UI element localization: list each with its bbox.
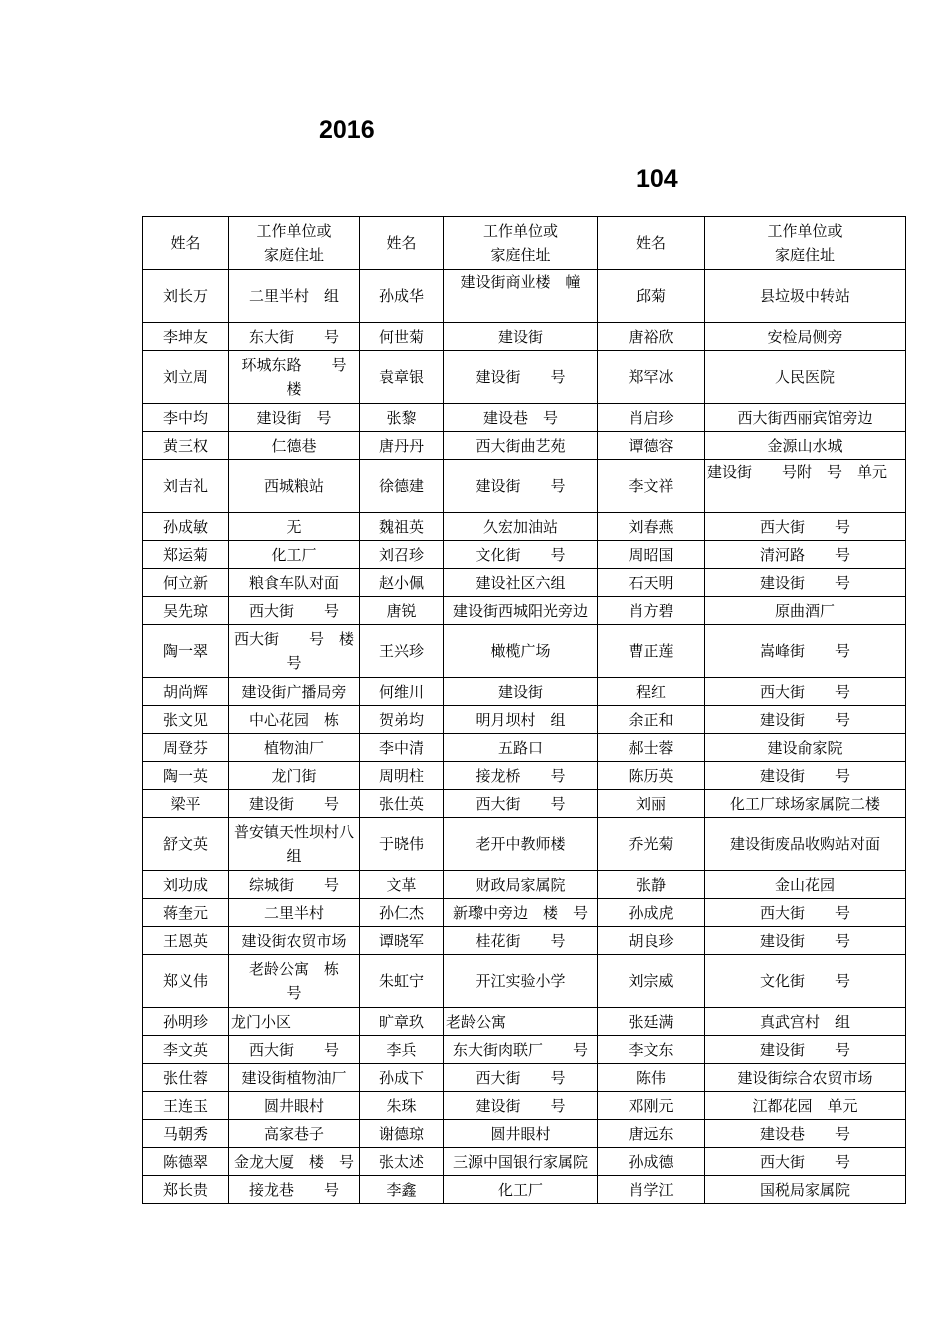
cell-address-2: 建设街西城阳光旁边 <box>444 597 598 625</box>
cell-name-1: 李文英 <box>143 1036 229 1064</box>
cell-name-2: 孙成下 <box>360 1064 444 1092</box>
cell-name-1: 刘立周 <box>143 351 229 404</box>
cell-address-2: 西大街 号 <box>444 790 598 818</box>
cell-address-3: 建设街废品收购站对面 <box>705 818 906 871</box>
cell-address-3: 金源山水城 <box>705 432 906 460</box>
cell-name-2: 于晓伟 <box>360 818 444 871</box>
cell-address-3: 文化街 号 <box>705 955 906 1008</box>
cell-address-2: 东大街肉联厂 号 <box>444 1036 598 1064</box>
table-row <box>143 1176 906 1204</box>
cell-address-2: 化工厂 <box>444 1176 598 1204</box>
cell-name-1: 孙成敏 <box>143 513 229 541</box>
cell-address-3: 建设俞家院 <box>705 734 906 762</box>
cell-name-3: 余正和 <box>598 706 705 734</box>
cell-address-2: 接龙桥 号 <box>444 762 598 790</box>
cell-name-3: 郝士蓉 <box>598 734 705 762</box>
cell-address-1: 高家巷子 <box>229 1120 360 1148</box>
cell-address-2: 三源中国银行家属院 <box>444 1148 598 1176</box>
cell-address-2: 新瓈中旁边 楼 号 <box>444 899 598 927</box>
table-row <box>143 541 906 569</box>
cell-address-3: 建设街综合农贸市场 <box>705 1064 906 1092</box>
header-address-3: 工作单位或 家庭住址 <box>705 217 906 270</box>
cell-name-2: 朱珠 <box>360 1092 444 1120</box>
cell-name-2: 李兵 <box>360 1036 444 1064</box>
cell-address-3: 原曲酒厂 <box>705 597 906 625</box>
cell-name-1: 张文见 <box>143 706 229 734</box>
cell-address-2: 建设街 号 <box>444 460 598 513</box>
table-row <box>143 1064 906 1092</box>
cell-address-2: 老龄公寓 <box>444 1008 598 1036</box>
cell-name-1: 胡尚辉 <box>143 678 229 706</box>
cell-name-3: 邱菊 <box>598 270 705 323</box>
table-row <box>143 734 906 762</box>
table-row <box>143 1148 906 1176</box>
table-row <box>143 270 906 323</box>
cell-name-2: 孙成华 <box>360 270 444 323</box>
table-row <box>143 790 906 818</box>
cell-name-2: 孙仁杰 <box>360 899 444 927</box>
cell-name-2: 谢德琼 <box>360 1120 444 1148</box>
cell-name-1: 陈德翠 <box>143 1148 229 1176</box>
table-row <box>143 1120 906 1148</box>
cell-name-2: 唐丹丹 <box>360 432 444 460</box>
cell-name-3: 刘春燕 <box>598 513 705 541</box>
cell-address-2: 老开中教师楼 <box>444 818 598 871</box>
cell-name-3: 唐远东 <box>598 1120 705 1148</box>
table-row <box>143 323 906 351</box>
cell-name-3: 陈伟 <box>598 1064 705 1092</box>
table-row <box>143 1036 906 1064</box>
cell-name-2: 朱虹宁 <box>360 955 444 1008</box>
header-name-1: 姓名 <box>143 217 229 270</box>
cell-address-1: 建设街植物油厂 <box>229 1064 360 1092</box>
cell-name-1: 孙明珍 <box>143 1008 229 1036</box>
table-row <box>143 432 906 460</box>
cell-name-2: 魏祖英 <box>360 513 444 541</box>
cell-address-1: 龙门小区 <box>229 1008 360 1036</box>
cell-name-2: 谭晓军 <box>360 927 444 955</box>
cell-name-2: 徐德建 <box>360 460 444 513</box>
cell-address-3: 安检局侧旁 <box>705 323 906 351</box>
cell-name-1: 刘功成 <box>143 871 229 899</box>
table-row <box>143 404 906 432</box>
cell-name-3: 肖方碧 <box>598 597 705 625</box>
cell-address-2: 西大街 号 <box>444 1064 598 1092</box>
cell-name-2: 周明柱 <box>360 762 444 790</box>
cell-name-1: 蒋奎元 <box>143 899 229 927</box>
cell-address-1: 建设街 号 <box>229 790 360 818</box>
cell-name-3: 胡良珍 <box>598 927 705 955</box>
cell-address-1: 无 <box>229 513 360 541</box>
cell-name-1: 王连玉 <box>143 1092 229 1120</box>
cell-address-2: 西大街曲艺苑 <box>444 432 598 460</box>
cell-name-2: 唐锐 <box>360 597 444 625</box>
cell-address-2: 文化街 号 <box>444 541 598 569</box>
table-row <box>143 762 906 790</box>
cell-name-3: 李文祥 <box>598 460 705 513</box>
cell-address-3: 建设巷 号 <box>705 1120 906 1148</box>
cell-name-1: 舒文英 <box>143 818 229 871</box>
cell-name-1: 刘长万 <box>143 270 229 323</box>
cell-address-3: 西大街 号 <box>705 513 906 541</box>
cell-name-1: 郑长贵 <box>143 1176 229 1204</box>
cell-name-2: 张太述 <box>360 1148 444 1176</box>
cell-name-2: 何维川 <box>360 678 444 706</box>
cell-name-2: 李中清 <box>360 734 444 762</box>
cell-address-2: 建设街 号 <box>444 351 598 404</box>
cell-name-3: 张廷满 <box>598 1008 705 1036</box>
header-row <box>143 217 906 270</box>
cell-address-1: 环城东路 号 楼 <box>229 351 360 404</box>
table-row <box>143 678 906 706</box>
cell-name-1: 何立新 <box>143 569 229 597</box>
cell-name-3: 孙成虎 <box>598 899 705 927</box>
table-row <box>143 1092 906 1120</box>
cell-name-1: 马朝秀 <box>143 1120 229 1148</box>
cell-address-1: 老龄公寓 栋 号 <box>229 955 360 1008</box>
cell-address-1: 二里半村 组 <box>229 270 360 323</box>
cell-address-3: 建设街 号 <box>705 762 906 790</box>
cell-name-1: 陶一英 <box>143 762 229 790</box>
cell-address-3: 国税局家属院 <box>705 1176 906 1204</box>
title-year: 2016 <box>319 116 375 144</box>
cell-address-1: 建设街广播局旁 <box>229 678 360 706</box>
cell-address-3: 建设街 号 <box>705 706 906 734</box>
header-address-1: 工作单位或 家庭住址 <box>229 217 360 270</box>
cell-address-1: 东大街 号 <box>229 323 360 351</box>
cell-name-1: 刘吉礼 <box>143 460 229 513</box>
cell-name-2: 刘召珍 <box>360 541 444 569</box>
table-row <box>143 927 906 955</box>
roster-body <box>143 270 906 1204</box>
cell-name-2: 贺弟均 <box>360 706 444 734</box>
title-count: 104 <box>636 165 678 193</box>
cell-address-3: 人民医院 <box>705 351 906 404</box>
header-address-2: 工作单位或 家庭住址 <box>444 217 598 270</box>
cell-name-3: 石天明 <box>598 569 705 597</box>
cell-name-3: 周昭国 <box>598 541 705 569</box>
cell-name-1: 梁平 <box>143 790 229 818</box>
cell-name-1: 周登芬 <box>143 734 229 762</box>
cell-name-3: 孙成德 <box>598 1148 705 1176</box>
cell-address-1: 建设街农贸市场 <box>229 927 360 955</box>
cell-name-3: 陈历英 <box>598 762 705 790</box>
cell-address-2: 桂花街 号 <box>444 927 598 955</box>
cell-address-1: 建设街 号 <box>229 404 360 432</box>
table-row <box>143 706 906 734</box>
cell-name-1: 王恩英 <box>143 927 229 955</box>
cell-address-3: 清河路 号 <box>705 541 906 569</box>
cell-name-2: 何世菊 <box>360 323 444 351</box>
cell-name-2: 王兴珍 <box>360 625 444 678</box>
cell-address-2: 建设巷 号 <box>444 404 598 432</box>
cell-address-3: 金山花园 <box>705 871 906 899</box>
cell-name-1: 黄三权 <box>143 432 229 460</box>
cell-name-2: 袁章银 <box>360 351 444 404</box>
table-row <box>143 625 906 678</box>
table-row <box>143 955 906 1008</box>
cell-name-2: 李鑫 <box>360 1176 444 1204</box>
cell-name-2: 赵小佩 <box>360 569 444 597</box>
table-row <box>143 351 906 404</box>
cell-address-3: 化工厂球场家属院二楼 <box>705 790 906 818</box>
cell-address-1: 综城街 号 <box>229 871 360 899</box>
cell-name-2: 文革 <box>360 871 444 899</box>
cell-address-2: 久宏加油站 <box>444 513 598 541</box>
cell-address-1: 龙门街 <box>229 762 360 790</box>
cell-address-2: 建设街 号 <box>444 1092 598 1120</box>
cell-address-2: 橄榄广场 <box>444 625 598 678</box>
cell-address-2: 五路口 <box>444 734 598 762</box>
cell-name-1: 郑义伟 <box>143 955 229 1008</box>
cell-name-3: 程红 <box>598 678 705 706</box>
cell-name-3: 肖启珍 <box>598 404 705 432</box>
cell-address-2: 明月坝村 组 <box>444 706 598 734</box>
cell-address-1: 西大街 号 楼 号 <box>229 625 360 678</box>
roster-table <box>142 216 906 1204</box>
cell-name-1: 吴先琼 <box>143 597 229 625</box>
cell-name-1: 张仕蓉 <box>143 1064 229 1092</box>
cell-name-3: 郑罕冰 <box>598 351 705 404</box>
cell-address-1: 西城粮站 <box>229 460 360 513</box>
table-row <box>143 569 906 597</box>
table-row <box>143 899 906 927</box>
cell-address-1: 粮食车队对面 <box>229 569 360 597</box>
header-name-2: 姓名 <box>360 217 444 270</box>
cell-address-2: 财政局家属院 <box>444 871 598 899</box>
cell-name-2: 张黎 <box>360 404 444 432</box>
cell-address-1: 西大街 号 <box>229 1036 360 1064</box>
cell-address-3: 建设街 号 <box>705 1036 906 1064</box>
cell-name-3: 唐裕欣 <box>598 323 705 351</box>
cell-address-3: 江都花园 单元 <box>705 1092 906 1120</box>
cell-name-3: 曹正莲 <box>598 625 705 678</box>
cell-address-2: 圆井眼村 <box>444 1120 598 1148</box>
cell-name-3: 张静 <box>598 871 705 899</box>
header-name-3: 姓名 <box>598 217 705 270</box>
cell-address-3: 嵩峰街 号 <box>705 625 906 678</box>
cell-address-2: 建设街 <box>444 323 598 351</box>
cell-address-2: 建设街商业楼 幢 <box>444 270 598 323</box>
table-row <box>143 460 906 513</box>
cell-address-3: 西大街 号 <box>705 678 906 706</box>
cell-name-3: 乔光菊 <box>598 818 705 871</box>
cell-name-1: 陶一翠 <box>143 625 229 678</box>
cell-name-3: 谭德容 <box>598 432 705 460</box>
cell-address-3: 西大街西丽宾馆旁边 <box>705 404 906 432</box>
cell-name-3: 肖学江 <box>598 1176 705 1204</box>
cell-name-3: 邓刚元 <box>598 1092 705 1120</box>
table-row <box>143 818 906 871</box>
cell-address-3: 建设街 号 <box>705 927 906 955</box>
cell-address-1: 二里半村 <box>229 899 360 927</box>
cell-address-1: 圆井眼村 <box>229 1092 360 1120</box>
cell-address-1: 化工厂 <box>229 541 360 569</box>
cell-address-3: 建设街 号附 号 单元 <box>705 460 906 513</box>
cell-address-3: 真武宫村 组 <box>705 1008 906 1036</box>
table-row <box>143 513 906 541</box>
cell-address-3: 县垃圾中转站 <box>705 270 906 323</box>
cell-address-1: 植物油厂 <box>229 734 360 762</box>
cell-address-3: 西大街 号 <box>705 899 906 927</box>
table-row <box>143 871 906 899</box>
cell-name-1: 李中均 <box>143 404 229 432</box>
cell-name-3: 刘丽 <box>598 790 705 818</box>
cell-name-1: 郑运菊 <box>143 541 229 569</box>
cell-address-2: 建设街 <box>444 678 598 706</box>
cell-name-3: 李文东 <box>598 1036 705 1064</box>
cell-address-1: 普安镇天性坝村八 组 <box>229 818 360 871</box>
cell-name-2: 旷章玖 <box>360 1008 444 1036</box>
cell-address-2: 开江实验小学 <box>444 955 598 1008</box>
cell-address-1: 金龙大厦 楼 号 <box>229 1148 360 1176</box>
cell-name-3: 刘宗威 <box>598 955 705 1008</box>
cell-address-1: 仁德巷 <box>229 432 360 460</box>
cell-address-3: 西大街 号 <box>705 1148 906 1176</box>
cell-address-1: 西大街 号 <box>229 597 360 625</box>
cell-address-2: 建设社区六组 <box>444 569 598 597</box>
table-row <box>143 1008 906 1036</box>
table-row <box>143 597 906 625</box>
cell-address-1: 中心花园 栋 <box>229 706 360 734</box>
cell-name-2: 张仕英 <box>360 790 444 818</box>
cell-address-1: 接龙巷 号 <box>229 1176 360 1204</box>
cell-name-1: 李坤友 <box>143 323 229 351</box>
cell-address-3: 建设街 号 <box>705 569 906 597</box>
